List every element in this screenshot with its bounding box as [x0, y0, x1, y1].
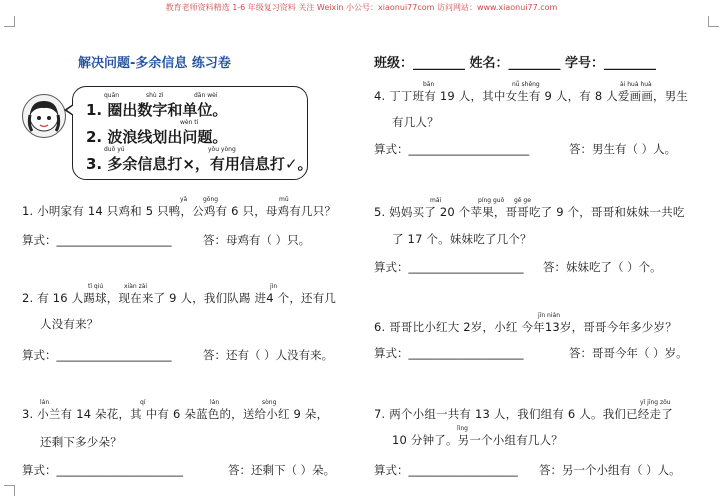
- formula-line[interactable]: 算式：____________________: [22, 233, 172, 247]
- formula-line[interactable]: 算式：______________________: [22, 463, 183, 477]
- tip-rule-3: [86, 153, 313, 174]
- question-3-line-2: 还剩下多少朵？: [40, 435, 122, 449]
- pinyin: jìn: [270, 283, 278, 290]
- pinyin: jīn nián: [538, 312, 560, 319]
- question-text: 妈妈买了 20 个苹果，哥哥吃了 9 个，哥哥和妹妹一共吃: [389, 205, 685, 219]
- question-2: [22, 290, 336, 306]
- pinyin: xiàn zài: [124, 283, 148, 290]
- pinyin: yǒu yòng: [208, 146, 236, 153]
- tip-rule-3-text: 3. 多余信息打×，有用信息打: [86, 155, 285, 173]
- question-text: 两个小组一共有 13 人，我们组有 6 人。我们已经走了: [389, 407, 673, 421]
- girl-face-icon: [23, 95, 65, 137]
- pinyin: qí: [140, 399, 146, 406]
- answer-line[interactable]: 答：还剩下（ ）朵。: [228, 463, 336, 477]
- question-number: 7.: [374, 407, 386, 421]
- formula-line[interactable]: 算式：____________________: [374, 346, 524, 360]
- pinyin: bān: [423, 81, 435, 88]
- page-corner-mark: [708, 16, 719, 27]
- question-text: 丁丁班有 19 人，其中女生有 9 人，有 8 人爱画画，男生: [389, 89, 689, 103]
- pinyin: gōng: [203, 196, 219, 203]
- formula-line[interactable]: 算式：____________________: [374, 260, 524, 274]
- tip-rule-1: 1. 圈出数字和单位。: [86, 101, 228, 119]
- pinyin: sòng: [262, 399, 277, 406]
- question-7-line-2: 10 分钟了。另一个小组有几人？: [392, 433, 563, 447]
- pinyin: wèn tí: [180, 119, 199, 126]
- page-corner-mark: [4, 16, 15, 27]
- question-number: 5.: [374, 205, 386, 219]
- question-4-line-2: 有几人？: [392, 115, 439, 129]
- pinyin: gē ge: [514, 197, 531, 204]
- answer-line[interactable]: 答：妹妹吃了（ ）个。: [543, 260, 662, 274]
- question-6: [374, 319, 677, 335]
- answer-line[interactable]: 答：男生有（ ）人。: [569, 142, 677, 156]
- pinyin: tī qiú: [88, 283, 104, 290]
- question-2-line-2: 人没有来？: [40, 317, 99, 331]
- answer-line[interactable]: 答：哥哥今年（ ）岁。: [569, 346, 688, 360]
- pinyin: shù zì: [146, 92, 164, 99]
- pinyin: lán: [40, 399, 50, 406]
- question-7: [374, 406, 673, 422]
- question-text: 小兰有 14 朵花，其 中有 6 朵蓝色的，送给小红 9 朵，: [37, 407, 329, 421]
- pinyin: lìng: [457, 425, 468, 432]
- answer-line[interactable]: 答：母鸡有（ ）只。: [203, 233, 311, 247]
- avatar: [22, 94, 66, 138]
- formula-line[interactable]: 算式：_____________________: [374, 142, 530, 156]
- question-number: 3.: [22, 407, 34, 421]
- pinyin: yā: [180, 196, 188, 203]
- question-text: 有 16 人踢球，现在来了 9 人，我们队踢 进4 个，还有几: [37, 291, 337, 305]
- answer-line[interactable]: 答：另一个小组有（ ）人。: [539, 463, 681, 477]
- question-5-line-2: 了 17 个。妹妹吃了几个？: [392, 232, 532, 246]
- question-text: 哥哥比小红大 2岁，小红 今年13岁，哥哥今年多少岁？: [389, 320, 677, 334]
- tip-rule-3-end: 。: [297, 155, 313, 173]
- question-5: [374, 204, 685, 220]
- student-info-line: 班级：________ 姓名：________ 学号：________: [374, 56, 657, 71]
- pinyin: píng guǒ: [478, 197, 505, 204]
- question-text: 小明家有 14 只鸡和 5 只鸭，公鸡有 6 只，母鸡有几只？: [37, 204, 337, 218]
- pinyin: mǔ: [279, 196, 289, 203]
- worksheet-title: 解决问题-多余信息 练习卷: [78, 56, 231, 71]
- question-1: [22, 203, 336, 219]
- tip-rule-2: 2. 波浪线划出问题。: [86, 128, 228, 146]
- question-number: 2.: [22, 291, 34, 305]
- question-number: 4.: [374, 89, 386, 103]
- formula-line[interactable]: 算式：____________________: [22, 348, 172, 362]
- question-number: 6.: [374, 320, 386, 334]
- page-header: 教育老师资料精选 1-6 年级复习资料 关注 Weixin 小公号：xiaonui77com 访问网站：www.xiaonui77.com: [165, 3, 558, 12]
- question-4: [374, 88, 688, 104]
- pinyin: duō yú: [104, 146, 125, 153]
- answer-line[interactable]: 答：还有（ ）人没有来。: [203, 348, 334, 362]
- pinyin: yǐ jīng zǒu: [640, 399, 671, 406]
- page-corner-mark: [4, 485, 15, 496]
- checkmark-icon: ✓: [284, 155, 298, 173]
- pinyin: ài huà huà: [620, 81, 652, 88]
- pinyin: mǎi: [430, 197, 442, 204]
- question-3: [22, 406, 328, 422]
- pinyin: dān wèi: [194, 92, 218, 99]
- formula-line[interactable]: 算式：___________________: [374, 463, 518, 477]
- question-number: 1.: [22, 204, 34, 218]
- pinyin: nǚ shēng: [512, 81, 540, 88]
- pinyin: lán: [210, 399, 220, 406]
- pinyin: quān: [104, 92, 120, 99]
- speech-bubble-tail-fill: [67, 105, 74, 115]
